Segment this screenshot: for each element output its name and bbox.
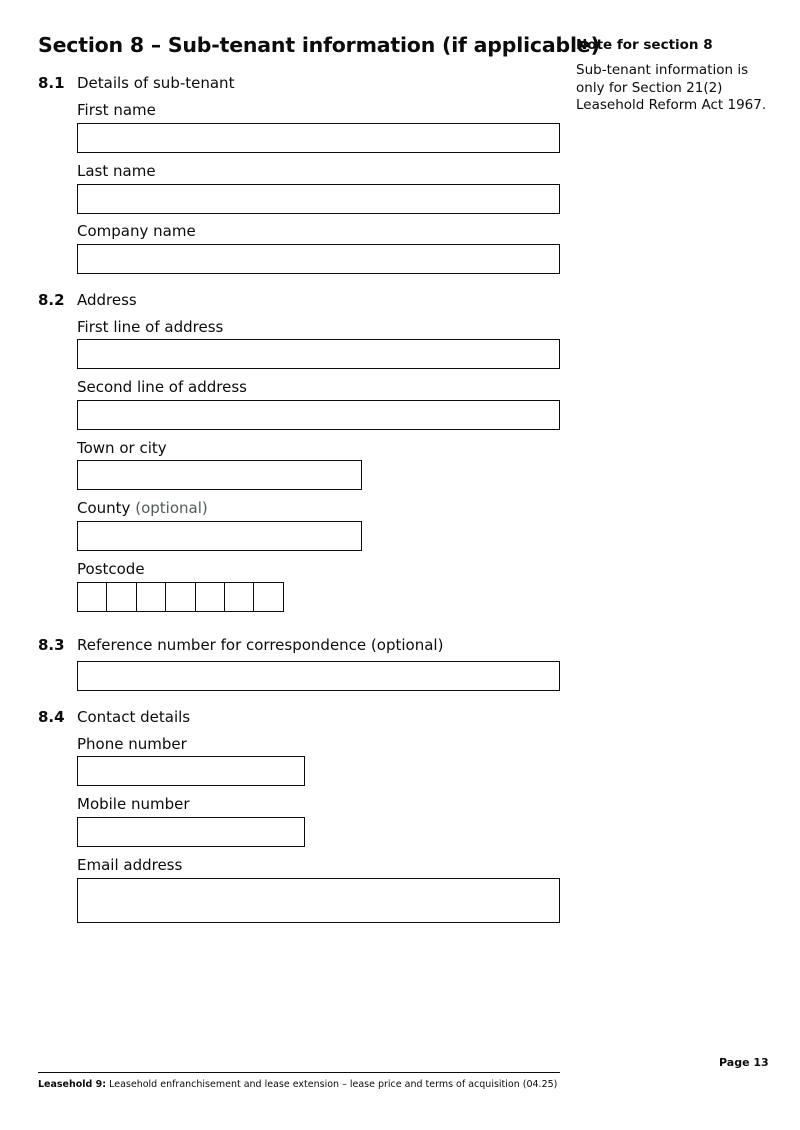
reference-number-field[interactable] — [77, 661, 560, 691]
postcode-field[interactable] — [77, 582, 283, 612]
postcode-label: Postcode — [77, 560, 145, 578]
phone-label: Phone number — [77, 735, 187, 753]
postcode-char-box[interactable] — [165, 582, 195, 612]
town-label: Town or city — [77, 439, 167, 457]
address-line1-field[interactable] — [77, 339, 560, 369]
footer-text — [38, 1079, 557, 1090]
county-optional-hint: (optional) — [135, 499, 208, 517]
question-number-8-1: 8.1 — [38, 74, 65, 92]
question-number-8-3: 8.3 — [38, 636, 65, 654]
mobile-label: Mobile number — [77, 795, 190, 813]
footer-description: Leasehold enfranchisement and lease extension – lease price and terms of acquisition (04.25) — [109, 1079, 558, 1090]
first-name-label: First name — [77, 101, 156, 119]
county-field[interactable] — [77, 521, 362, 551]
email-label: Email address — [77, 856, 183, 874]
county-label — [77, 499, 208, 517]
postcode-char-box[interactable] — [77, 582, 107, 612]
county-label-text: County — [77, 499, 131, 517]
company-name-label: Company name — [77, 222, 196, 240]
postcode-char-box[interactable] — [136, 582, 166, 612]
address-line2-label: Second line of address — [77, 378, 247, 396]
mobile-field[interactable] — [77, 817, 305, 847]
postcode-char-box[interactable] — [195, 582, 225, 612]
note-title: Note for section 8 — [576, 37, 713, 53]
first-name-field[interactable] — [77, 123, 560, 153]
last-name-field[interactable] — [77, 184, 560, 214]
town-field[interactable] — [77, 460, 362, 490]
company-name-field[interactable] — [77, 244, 560, 274]
question-text-8-2: Address — [77, 291, 137, 309]
question-text-8-3: Reference number for correspondence (optional) — [77, 636, 444, 654]
question-text-8-1: Details of sub-tenant — [77, 74, 235, 92]
note-body: Sub-tenant information is only for Section 21(2) Leasehold Reform Act 1967. — [576, 62, 767, 113]
page-title: Section 8 – Sub-tenant information (if applicable) — [38, 33, 600, 57]
page-number: Page 13 — [719, 1056, 769, 1069]
last-name-label: Last name — [77, 162, 156, 180]
question-text-8-4: Contact details — [77, 708, 191, 726]
phone-field[interactable] — [77, 756, 305, 786]
address-line1-label: First line of address — [77, 318, 224, 336]
postcode-char-box[interactable] — [224, 582, 254, 612]
footer-form-name: Leasehold 9: — [38, 1079, 107, 1090]
postcode-char-box[interactable] — [106, 582, 136, 612]
postcode-char-box[interactable] — [253, 582, 283, 612]
question-number-8-2: 8.2 — [38, 291, 65, 309]
question-number-8-4: 8.4 — [38, 708, 65, 726]
address-line2-field[interactable] — [77, 400, 560, 430]
email-field[interactable] — [77, 878, 560, 923]
footer-divider — [38, 1072, 560, 1073]
